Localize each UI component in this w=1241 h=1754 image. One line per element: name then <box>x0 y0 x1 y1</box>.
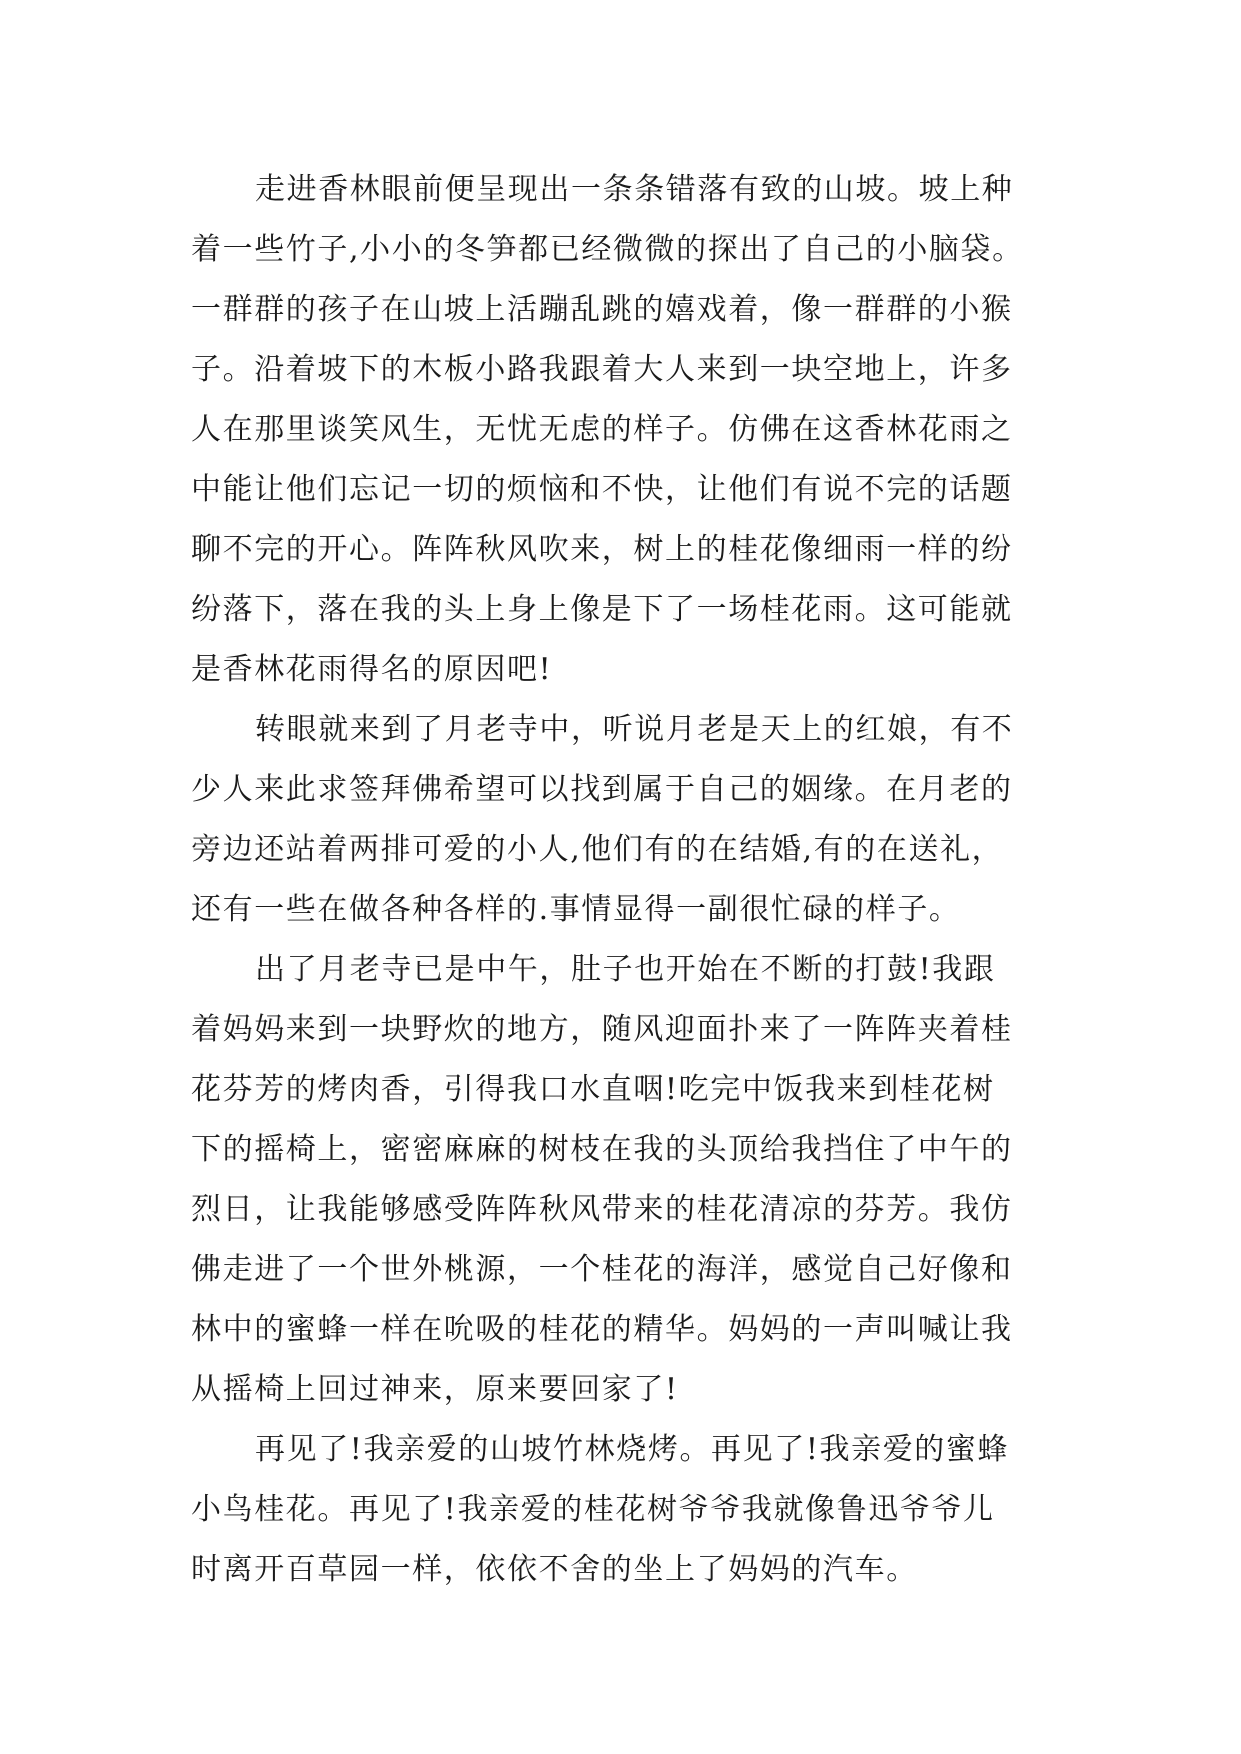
text-line: 林中的蜜蜂一样在吮吸的桂花的精华。妈妈的一声叫喊让我 <box>191 1312 1013 1347</box>
text-line: 纷落下，落在我的头上身上像是下了一场桂花雨。这可能就 <box>191 592 1013 627</box>
text-line: 下的摇椅上，密密麻麻的树枝在我的头顶给我挡住了中午的 <box>191 1132 1013 1167</box>
text-line: 中能让他们忘记一切的烦恼和不快，让他们有说不完的话题 <box>191 472 1013 507</box>
text-line: 聊不完的开心。阵阵秋风吹来，树上的桂花像细雨一样的纷 <box>191 532 1013 567</box>
paragraph-2 <box>191 700 1071 940</box>
paragraph-3 <box>191 940 1071 1420</box>
text-line: 还有一些在做各种各样的.事情显得一副很忙碌的样子。 <box>191 892 961 927</box>
paragraph-1 <box>191 160 1071 700</box>
text-line: 出了月老寺已是中午，肚子也开始在不断的打鼓!我跟 <box>255 952 996 987</box>
text-line: 子。沿着坡下的木板小路我跟着大人来到一块空地上，许多 <box>191 352 1013 387</box>
text-line: 转眼就来到了月老寺中，听说月老是天上的红娘，有不 <box>255 712 1014 747</box>
text-line: 是香林花雨得名的原因吧! <box>191 652 553 687</box>
text-line: 再见了!我亲爱的山坡竹林烧烤。再见了!我亲爱的蜜蜂 <box>255 1432 1010 1467</box>
text-line: 花芬芳的烤肉香，引得我口水直咽!吃完中饭我来到桂花树 <box>191 1072 995 1107</box>
text-line: 着一些竹子,小小的冬笋都已经微微的探出了自己的小脑袋。 <box>191 232 1024 267</box>
text-line: 佛走进了一个世外桃源，一个桂花的海洋，感觉自己好像和 <box>191 1252 1013 1287</box>
document-body <box>191 160 1071 1600</box>
paragraph-4 <box>191 1420 1071 1600</box>
text-line: 少人来此求签拜佛希望可以找到属于自己的姻缘。在月老的 <box>191 772 1013 807</box>
text-line: 烈日，让我能够感受阵阵秋风带来的桂花清凉的芬芳。我仿 <box>191 1192 1013 1227</box>
text-line: 走进香林眼前便呈现出一条条错落有致的山坡。坡上种 <box>255 172 1014 207</box>
text-line: 从摇椅上回过神来，原来要回家了! <box>191 1372 679 1407</box>
text-line: 旁边还站着两排可爱的小人,他们有的在结婚,有的在送礼， <box>191 832 1004 867</box>
text-line: 一群群的孩子在山坡上活蹦乱跳的嬉戏着，像一群群的小猴 <box>191 292 1013 327</box>
text-line: 小鸟桂花。再见了!我亲爱的桂花树爷爷我就像鲁迅爷爷儿 <box>191 1492 995 1527</box>
text-line: 人在那里谈笑风生，无忧无虑的样子。仿佛在这香林花雨之 <box>191 412 1013 447</box>
text-line: 时离开百草园一样，依依不舍的坐上了妈妈的汽车。 <box>191 1552 918 1587</box>
text-line: 着妈妈来到一块野炊的地方，随风迎面扑来了一阵阵夹着桂 <box>191 1012 1013 1047</box>
